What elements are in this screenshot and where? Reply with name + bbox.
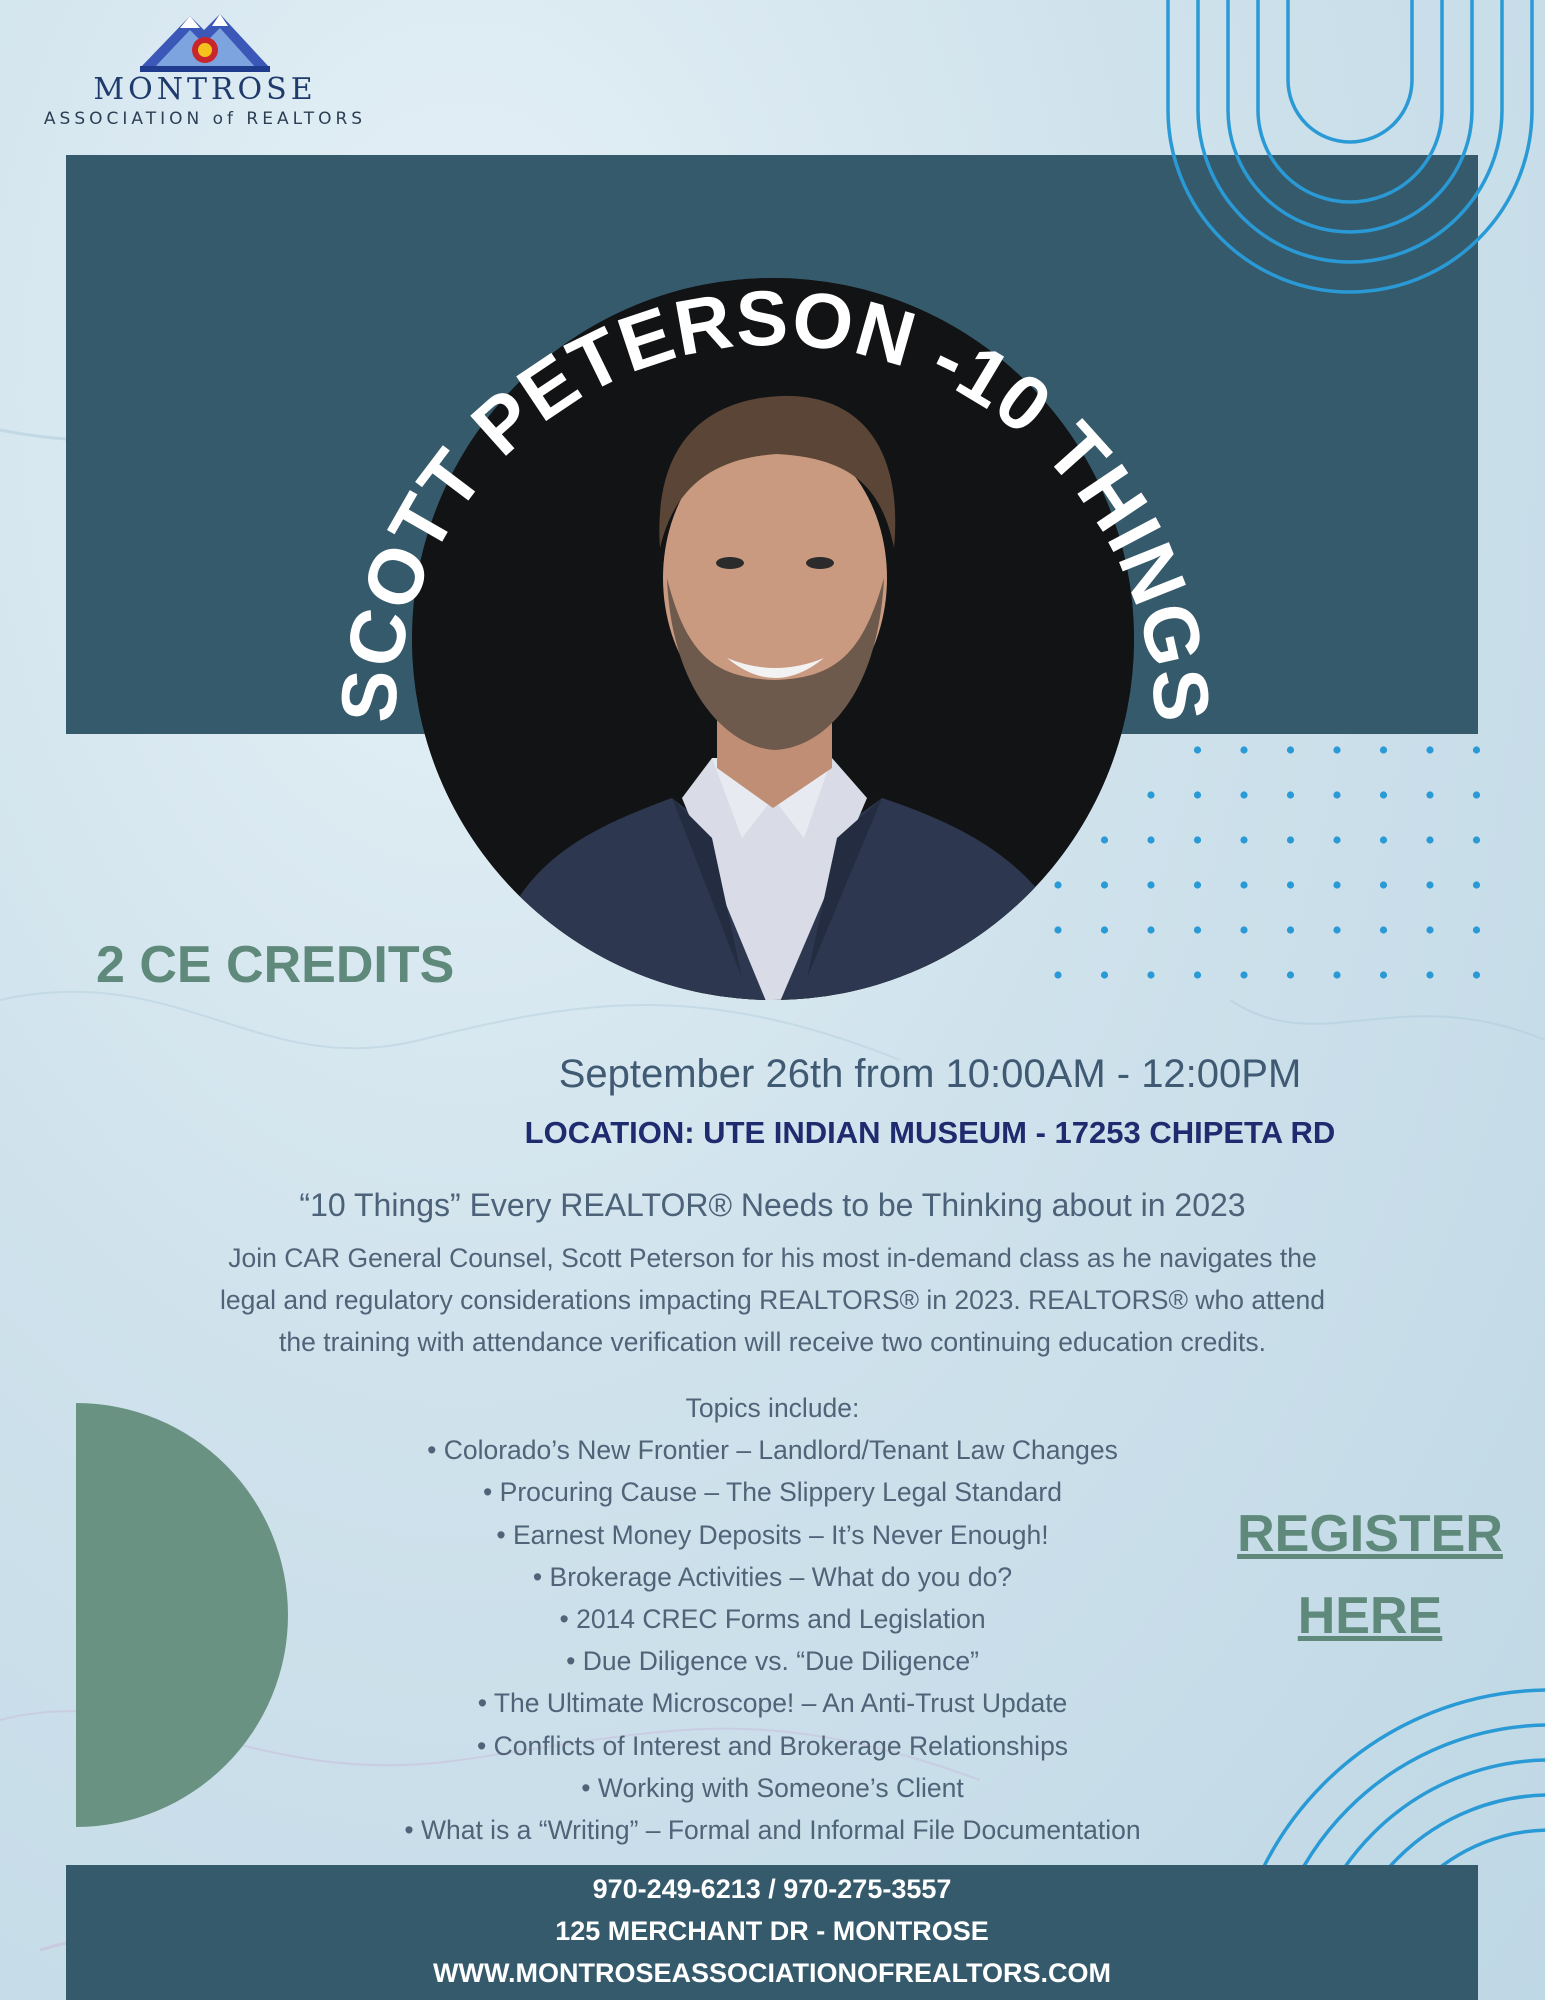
topic-item: • What is a “Writing” – Formal and Informal File Documentation — [404, 1814, 1141, 1845]
register-link-line2[interactable]: HERE — [1297, 1587, 1443, 1645]
svg-text:SCOTT PETERSON -10 THINGS — [323, 273, 1226, 725]
event-date-time: September 26th from 10:00AM - 12:00PM — [558, 1052, 1302, 1096]
topic-item: • Conflicts of Interest and Brokerage Relationships — [476, 1730, 1069, 1761]
topics-list — [320, 1387, 1225, 1851]
class-subheading: “10 Things” Every REALTOR® Needs to be Thinking about in 2023 — [299, 1187, 1246, 1223]
register-link-line1[interactable]: REGISTER — [1237, 1505, 1503, 1563]
footer-website[interactable]: WWW.MONTROSEASSOCIATIONOFREALTORS.COM — [433, 1958, 1111, 1988]
footer-address: 125 MERCHANT DR - MONTROSE — [555, 1916, 989, 1946]
description-line: Join CAR General Counsel, Scott Peterson for his most in-demand class as he navigates the — [228, 1243, 1317, 1273]
topic-item: • Earnest Money Deposits – It’s Never Enough! — [496, 1519, 1049, 1550]
description-line: the training with attendance verification will receive two continuing education credits. — [279, 1327, 1266, 1357]
topics-heading: Topics include: — [685, 1393, 860, 1423]
topic-item: • The Ultimate Microscope! – An Anti-Trust Update — [477, 1688, 1068, 1719]
footer-phones: 970-249-6213 / 970-275-3557 — [592, 1874, 952, 1904]
topic-item: • Working with Someone’s Client — [581, 1772, 964, 1803]
description-line: legal and regulatory considerations impacting REALTORS® in 2023. REALTORS® who attend — [219, 1285, 1326, 1315]
contact-footer — [66, 1865, 1478, 2000]
class-description — [160, 1237, 1385, 1363]
register-here-link[interactable] — [1195, 1493, 1545, 1657]
topic-item: • Colorado’s New Frontier – Landlord/Tenant Law Changes — [427, 1435, 1118, 1466]
logo-name-line2: ASSOCIATION of REALTORS — [43, 109, 367, 129]
topic-item: • Due Diligence vs. “Due Diligence” — [566, 1646, 979, 1677]
event-title: SCOTT PETERSON -10 THINGS — [323, 273, 1227, 726]
topic-item: • Brokerage Activities – What do you do? — [532, 1561, 1013, 1592]
event-location: LOCATION: UTE INDIAN MUSEUM - 17253 CHIPETA RD — [524, 1115, 1336, 1150]
topic-item: • 2014 CREC Forms and Legislation — [559, 1603, 986, 1634]
topic-item: • Procuring Cause – The Slippery Legal Standard — [483, 1477, 1062, 1508]
logo-name-line1: MONTROSE — [93, 72, 317, 107]
ce-credits-label: 2 CE CREDITS — [96, 936, 455, 994]
